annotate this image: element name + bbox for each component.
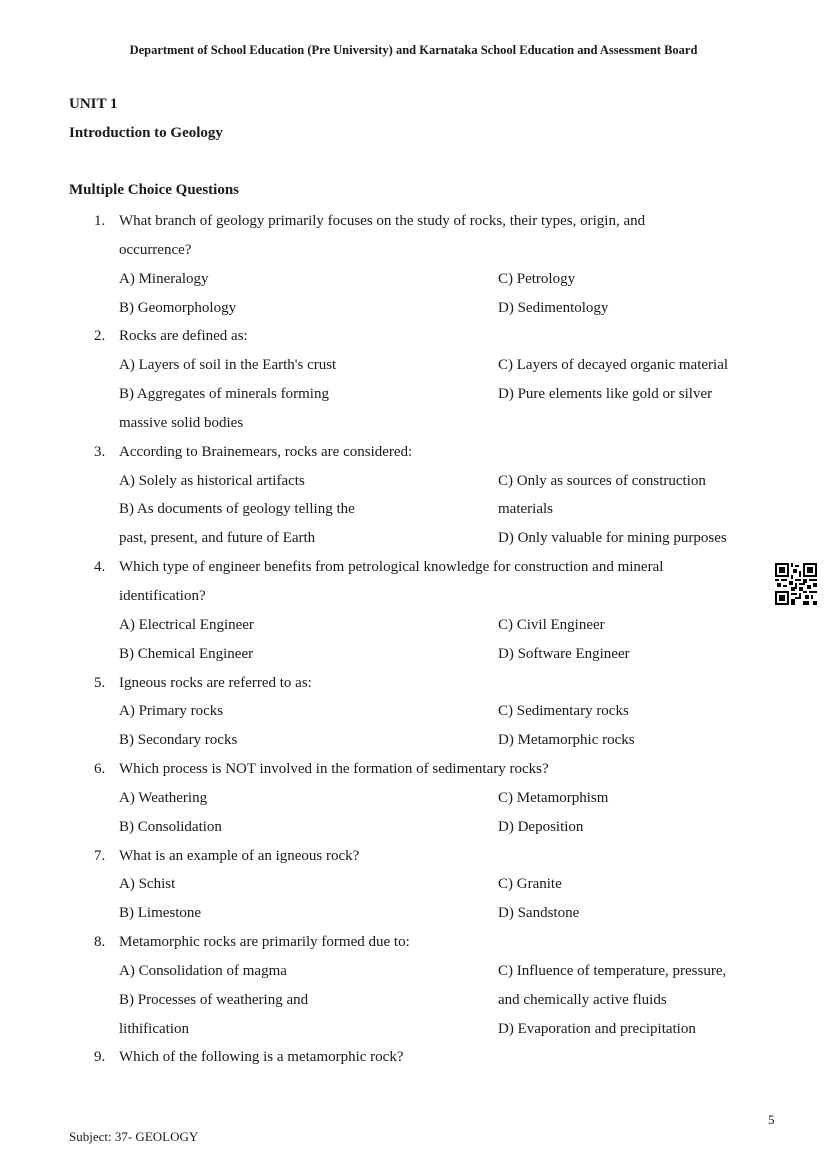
option-row <box>0 611 827 640</box>
option-right: D) Pure elements like gold or silver <box>498 386 713 403</box>
option-left: A) Primary rocks <box>119 703 224 720</box>
option-right: C) Petrology <box>498 270 576 287</box>
option-left: B) Consolidation <box>119 818 222 835</box>
option-left: A) Layers of soil in the Earth's crust <box>119 357 337 374</box>
question-continuation <box>0 236 827 265</box>
question-text: According to Brainemears, rocks are considered: <box>119 443 413 460</box>
option-left: A) Solely as historical artifacts <box>119 472 305 489</box>
option-row <box>0 495 827 524</box>
question-text: identification? <box>119 587 206 604</box>
question-text: What is an example of an igneous rock? <box>119 847 360 864</box>
question-number: 2. <box>94 328 106 345</box>
option-row <box>0 524 827 553</box>
option-right: D) Evaporation and precipitation <box>498 1020 696 1037</box>
section-title: Multiple Choice Questions <box>69 182 240 198</box>
question-line <box>0 322 827 351</box>
option-row <box>0 409 827 438</box>
option-right: D) Software Engineer <box>498 645 630 662</box>
option-left: massive solid bodies <box>119 414 244 431</box>
page-number: 5 <box>768 1112 775 1127</box>
option-row <box>0 784 827 813</box>
question-text: Metamorphic rocks are primarily formed due to: <box>119 934 410 951</box>
question-text: Which of the following is a metamorphic rock? <box>119 1049 404 1066</box>
option-left: B) As documents of geology telling the <box>119 501 355 518</box>
option-right: C) Layers of decayed organic material <box>498 357 729 374</box>
question-number: 1. <box>94 213 106 229</box>
question-line <box>0 553 827 582</box>
option-right: D) Metamorphic rocks <box>498 732 635 749</box>
question-text: Rocks are defined as: <box>119 328 248 345</box>
option-row <box>0 351 827 380</box>
option-left: B) Limestone <box>119 905 202 922</box>
option-row <box>0 726 827 755</box>
option-left: B) Geomorphology <box>119 299 237 316</box>
question-line <box>0 842 827 871</box>
option-row <box>0 265 827 294</box>
question-number: 8. <box>94 934 106 951</box>
option-left: A) Schist <box>119 876 176 893</box>
option-right: materials <box>498 501 553 518</box>
option-left: A) Consolidation of magma <box>119 962 287 979</box>
option-row <box>0 380 827 409</box>
option-left: B) Chemical Engineer <box>119 645 254 662</box>
question-line <box>0 438 827 467</box>
option-left: B) Processes of weathering and <box>119 991 309 1008</box>
option-row <box>0 640 827 669</box>
option-row <box>0 899 827 928</box>
option-right: and chemically active fluids <box>498 991 667 1008</box>
option-row <box>0 986 827 1015</box>
question-text: occurrence? <box>119 241 192 258</box>
option-right: C) Influence of temperature, pressure, <box>498 962 727 979</box>
page-header: Department of School Education (Pre University) and Karnataka School Education and Assessment Board <box>129 43 698 57</box>
option-right: C) Metamorphism <box>498 789 609 806</box>
question-line <box>0 669 827 698</box>
option-left: lithification <box>119 1020 189 1037</box>
question-line <box>0 207 827 236</box>
question-line <box>0 755 827 784</box>
question-number: 6. <box>94 761 106 778</box>
question-number: 9. <box>94 1049 106 1066</box>
option-right: D) Only valuable for mining purposes <box>498 530 727 547</box>
option-row <box>0 294 827 323</box>
option-right: D) Sandstone <box>498 905 580 922</box>
option-left: past, present, and future of Earth <box>119 530 316 547</box>
option-row <box>0 697 827 726</box>
question-text: Which process is NOT involved in the formation of sedimentary rocks? <box>119 761 549 778</box>
question-text: Igneous rocks are referred to as: <box>119 674 312 691</box>
option-left: A) Electrical Engineer <box>119 616 254 633</box>
option-left: B) Secondary rocks <box>119 732 238 749</box>
option-row <box>0 957 827 986</box>
question-line <box>0 1043 827 1072</box>
question-number: 4. <box>94 559 106 576</box>
footer-subject: Subject: 37- GEOLOGY <box>69 1129 199 1144</box>
question-text: Which type of engineer benefits from petrological knowledge for construction and mineral <box>119 559 664 576</box>
option-left: B) Aggregates of minerals forming <box>119 386 329 403</box>
option-row <box>0 870 827 899</box>
option-row <box>0 467 827 496</box>
option-right: C) Granite <box>498 876 562 893</box>
option-left: A) Weathering <box>119 789 208 806</box>
option-right: C) Civil Engineer <box>498 616 605 633</box>
qr-code-icon <box>775 563 817 605</box>
question-number: 5. <box>94 674 106 691</box>
question-number: 3. <box>94 443 106 460</box>
option-left: A) Mineralogy <box>119 270 209 287</box>
question-line <box>0 928 827 957</box>
option-row <box>0 813 827 842</box>
question-text: What branch of geology primarily focuses on the study of rocks, their types, origin, and <box>119 213 646 229</box>
question-continuation <box>0 582 827 611</box>
question-number: 7. <box>94 847 106 864</box>
option-right: D) Deposition <box>498 818 584 835</box>
option-right: C) Sedimentary rocks <box>498 703 629 720</box>
unit-heading: UNIT 1 <box>69 96 118 112</box>
question-list <box>0 207 827 1072</box>
option-right: D) Sedimentology <box>498 299 609 316</box>
option-row <box>0 1015 827 1044</box>
unit-title: Introduction to Geology <box>69 125 223 141</box>
option-right: C) Only as sources of construction <box>498 472 706 489</box>
